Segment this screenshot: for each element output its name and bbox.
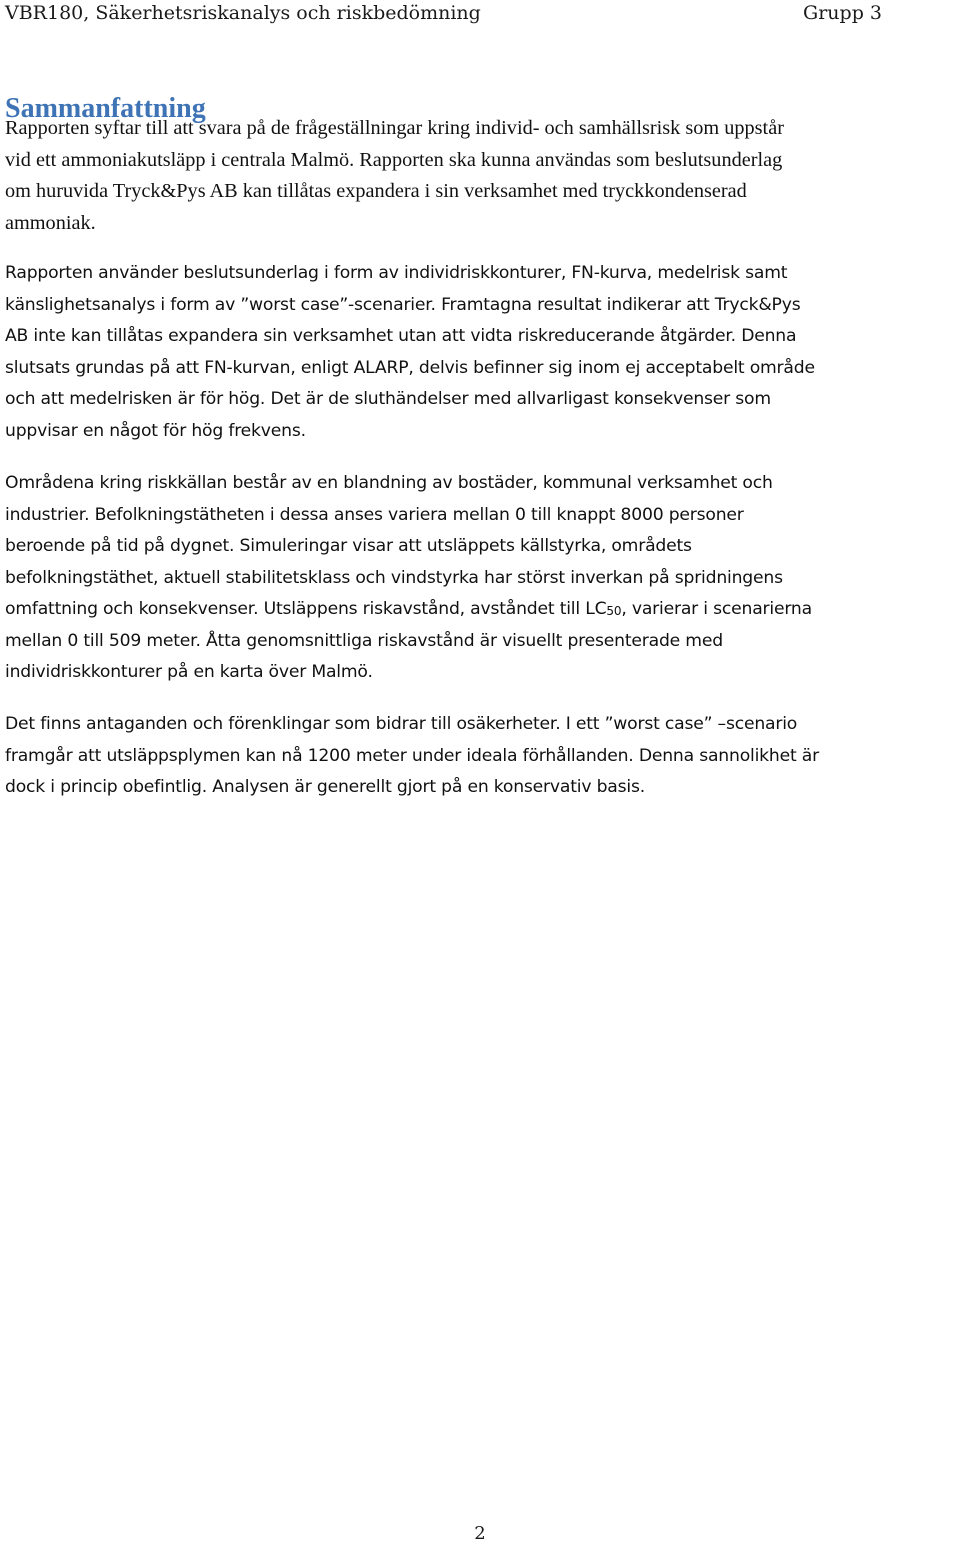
text-line: beroende på tid på dygnet. Simuleringar visar att utsläppets källstyrka, områdets bbox=[5, 536, 692, 556]
section-title: Sammanfattning bbox=[5, 92, 206, 124]
text-line: AB inte kan tillåtas expandera sin verksamhet utan att vidta riskreducerande åtgärder. Denna bbox=[5, 326, 797, 346]
header-course-title: VBR180, Säkerhetsriskanalys och riskbedömning bbox=[5, 2, 481, 24]
text-line-with-subscript bbox=[5, 594, 955, 626]
lc-subscript: 50 bbox=[606, 604, 622, 619]
text-line: slutsats grundas på att FN-kurvan, enligt ALARP, delvis befinner sig inom ej acceptabelt område bbox=[5, 357, 815, 378]
text-line: om huruvida Tryck&Pys AB kan tillåtas expandera i sin verksamhet med tryckkondenserad bbox=[5, 180, 747, 202]
text-segment: omfattning och konsekvenser. Utsläppens riskavstånd, avståndet till LC bbox=[5, 599, 607, 619]
text-line: och att medelrisken är för hög. Det är de sluthändelser med allvarligast konsekvenser som bbox=[5, 389, 771, 409]
paragraph-purpose bbox=[5, 113, 955, 239]
text-line: individriskkonturer på en karta över Malmö. bbox=[5, 662, 373, 682]
text-line: känslighetsanalys i form av ”worst case”-scenarier. Framtagna resultat indikerar att Tryck&Pys bbox=[5, 294, 801, 315]
text-line: framgår att utsläppsplymen kan nå 1200 meter under ideala förhållanden. Denna sannolikhet är bbox=[5, 745, 819, 766]
text-line: Områdena kring riskkällan består av en blandning av bostäder, kommunal verksamhet och bbox=[5, 473, 773, 493]
text-line: ammoniak. bbox=[5, 211, 96, 234]
text-line: dock i princip obefintlig. Analysen är generellt gjort på en konservativ basis. bbox=[5, 777, 645, 797]
paragraph-area-description bbox=[5, 468, 955, 689]
text-segment: , varierar i scenarierna bbox=[621, 599, 812, 619]
text-line: Rapporten syftar till att svara på de frågeställningar kring individ- och samhällsrisk som uppstår bbox=[5, 117, 784, 139]
text-line: vid ett ammoniakutsläpp i centrala Malmö. Rapporten ska kunna användas som beslutsunderlag bbox=[5, 148, 783, 171]
page-number: 2 bbox=[474, 1523, 486, 1544]
text-line: befolkningstäthet, aktuell stabilitetsklass och vindstyrka har störst inverkan på spridningens bbox=[5, 567, 783, 588]
text-line: uppvisar en något för hög frekvens. bbox=[5, 420, 306, 441]
header-group-label: Grupp 3 bbox=[803, 2, 882, 24]
text-line: Det finns antaganden och förenklingar som bidrar till osäkerheter. I ett ”worst case” –scenario bbox=[5, 714, 798, 734]
text-line: mellan 0 till 509 meter. Åtta genomsnittliga riskavstånd är visuellt presenterade med bbox=[5, 630, 723, 651]
text-line: Rapporten använder beslutsunderlag i form av individriskkonturer, FN-kurva, medelrisk samt bbox=[5, 263, 788, 283]
paragraph-results bbox=[5, 258, 955, 447]
paragraph-uncertainties bbox=[5, 709, 955, 804]
text-line: industrier. Befolkningstätheten i dessa anses variera mellan 0 till knappt 8000 personer bbox=[5, 504, 744, 525]
